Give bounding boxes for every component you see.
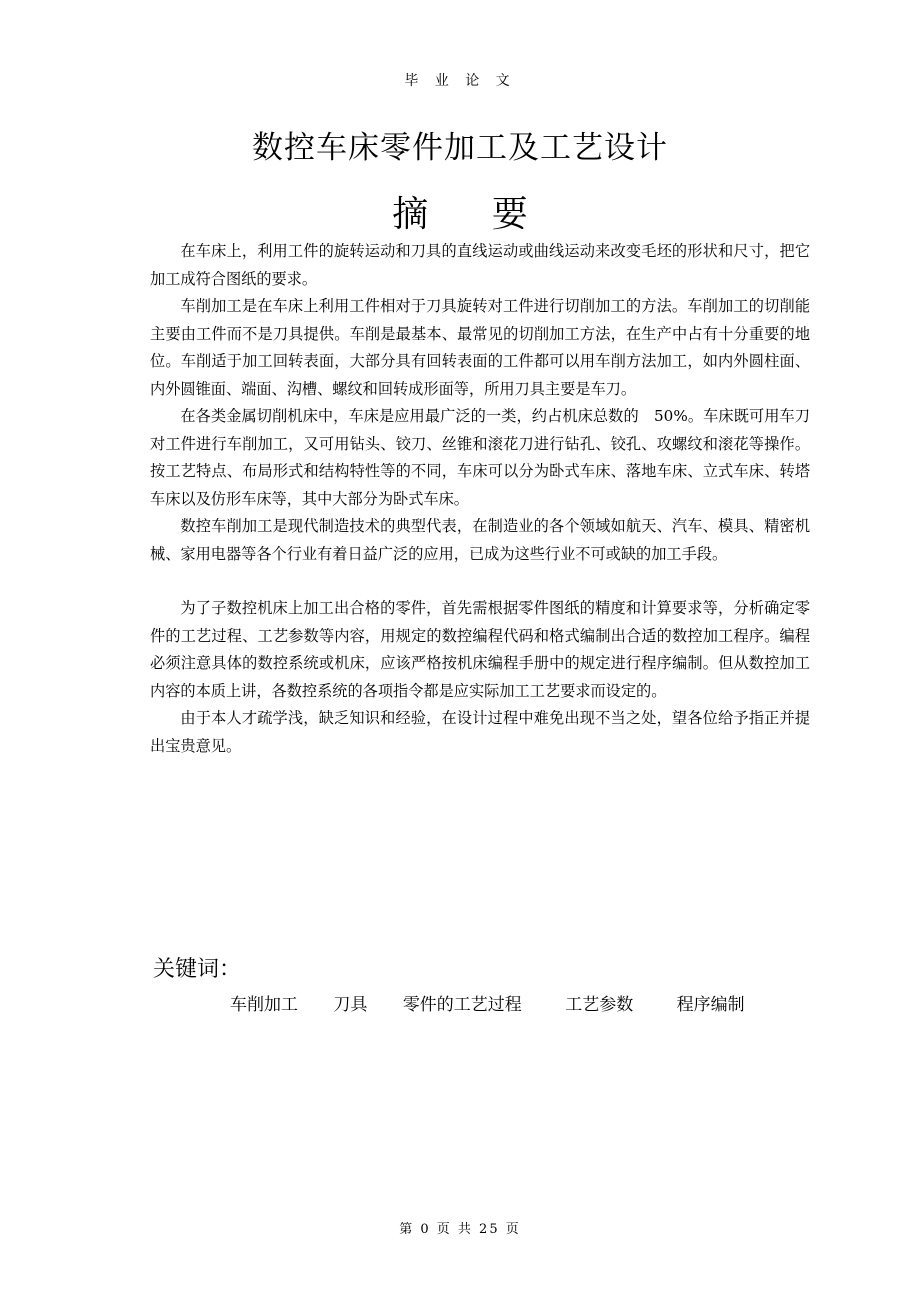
keyword-item: 零件的工艺过程 xyxy=(402,995,522,1015)
keyword-item: 刀具 xyxy=(333,995,368,1015)
thesis-title: 数控车床零件加工及工艺设计 xyxy=(252,130,668,166)
keywords-list xyxy=(230,990,745,1015)
abstract-paragraph-2: 车削加工是在车床上利用工件相对于刀具旋转对工件进行切削加工的方法。车削加工的切削能主要由工件而不是刀具提供。车削是最基本、最常见的切削加工方法，在生产中占有十分重要的地位。车削适于加工回转表面，大部分具有回转表面的工件都可以用车削方法加工，如内外圆柱面、内外圆锥面、端面、沟槽、螺纹和回转成形面等，所用刀具主要是车刀。 xyxy=(150,297,810,398)
keyword-item: 程序编制 xyxy=(676,995,745,1015)
page-footer: 第 0 页 共 25 页 xyxy=(399,1222,521,1237)
keywords-label: 关键词： xyxy=(153,957,242,982)
abstract-paragraph-4: 数控车削加工是现代制造技术的典型代表，在制造业的各个领域如航天、汽车、模具、精密机械、家用电器等各个行业有着日益广泛的应用，已成为这些行业不可或缺的加工手段。 xyxy=(150,517,810,563)
keyword-item: 车削加工 xyxy=(230,995,298,1015)
keyword-item: 工艺参数 xyxy=(565,995,634,1015)
abstract-heading: 摘 要 xyxy=(392,194,554,235)
abstract-paragraph-1: 在车床上，利用工件的旋转运动和刀具的直线运动或曲线运动来改变毛坯的形状和尺寸，把它加工成符合图纸的要求。 xyxy=(150,242,810,288)
abstract-paragraph-3: 在各类金属切削机床中，车床是应用最广泛的一类，约占机床总数的 50%。车床既可用车刀对工件进行车削加工，又可用钻头、铰刀、丝锥和滚花刀进行钻孔、铰孔、攻螺纹和滚花等操作。按工艺特点、布局形式和结构特性等的不同，车床可以分为卧式车床、落地车床、立式车床、转塔车床以及仿形车床等，其中大部分为卧式车床。 xyxy=(150,407,810,508)
abstract-body xyxy=(150,238,810,760)
abstract-paragraph-6: 由于本人才疏学浅，缺乏知识和经验，在设计过程中难免出现不当之处，望各位给予指正并提出宝贵意见。 xyxy=(150,709,810,755)
running-header: 毕 业 论 文 xyxy=(404,73,516,89)
abstract-paragraph-5: 为了子数控机床上加工出合格的零件，首先需根据零件图纸的精度和计算要求等，分析确定零件的工艺过程、工艺参数等内容，用规定的数控编程代码和格式编制出合适的数控加工程序。编程必须注意具体的数控系统或机床，应该严格按机床编程手册中的规定进行程序编制。但从数控加工内容的本质上讲，各数控系统的各项指令都是应实际加工工艺要求而设定的。 xyxy=(150,599,810,700)
